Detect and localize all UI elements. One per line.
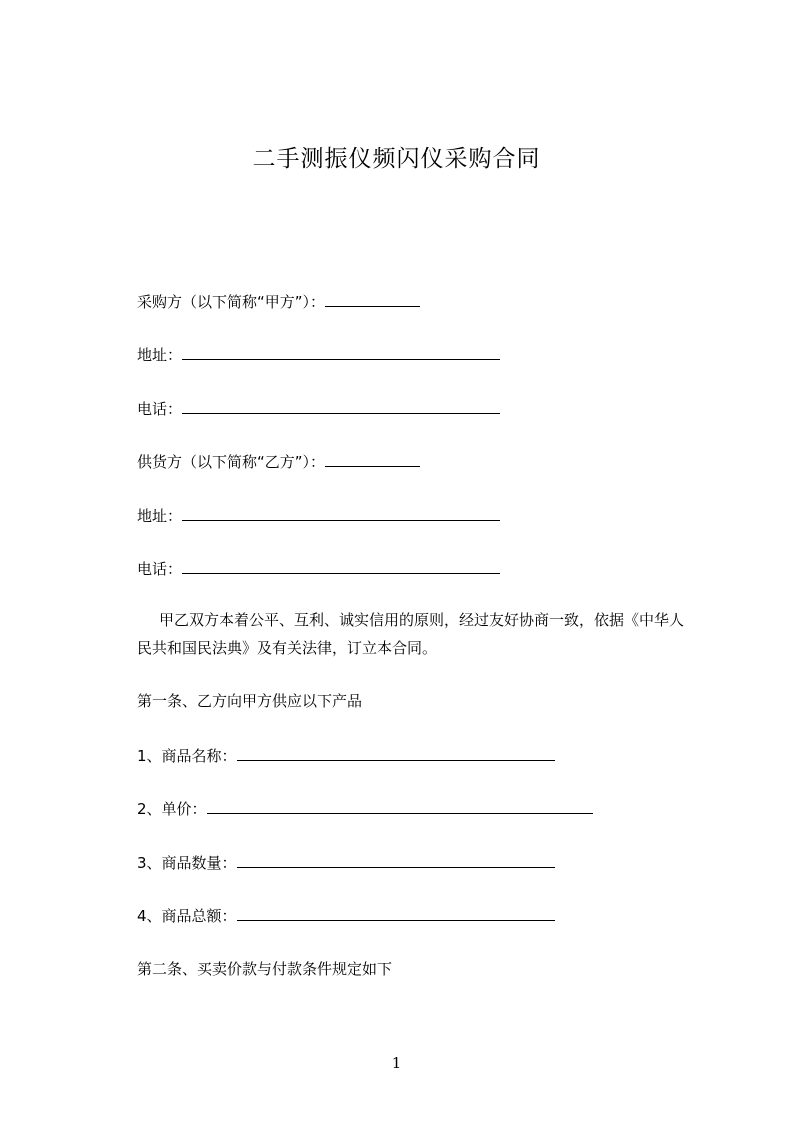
total-amount-field[interactable] — [237, 905, 555, 921]
article-1-item-1 — [137, 745, 555, 766]
party-a-address-label: 地址： — [137, 346, 183, 364]
party-b-name-field[interactable] — [325, 451, 420, 467]
intro-line-1: 甲乙双方本着公平、互利、诚实信用的原则，经过友好协商一致，依据《中华人 — [159, 611, 685, 629]
document-title: 二手测振仪频闪仪采购合同 — [252, 146, 541, 172]
party-b-address-label: 地址： — [137, 507, 183, 525]
article-1-item-4 — [137, 905, 555, 926]
total-amount-label: 4、商品总额： — [137, 907, 237, 925]
party-a-phone-line — [137, 398, 500, 419]
unit-price-field[interactable] — [207, 798, 593, 814]
article-1-heading: 第一条、乙方向甲方供应以下产品 — [137, 692, 363, 710]
party-a-label: 采购方（以下简称“甲方”）： — [137, 293, 326, 311]
intro-line-2: 民共和国民法典》及有关法律，订立本合同。 — [137, 639, 438, 657]
party-a-phone-label: 电话： — [137, 400, 183, 418]
product-name-field[interactable] — [237, 745, 555, 761]
unit-price-label: 2、单价： — [137, 800, 207, 818]
quantity-label: 3、商品数量： — [137, 854, 237, 872]
party-b-phone-field[interactable] — [182, 558, 500, 574]
article-1-item-3 — [137, 852, 555, 873]
party-a-name-field[interactable] — [325, 291, 420, 307]
intro-paragraph — [137, 606, 733, 662]
party-b-phone-line — [137, 558, 500, 579]
party-b-address-field[interactable] — [182, 505, 500, 521]
party-b-label: 供货方（以下简称“乙方”）： — [137, 453, 326, 471]
party-a-line — [137, 291, 420, 312]
page-number: 1 — [391, 1054, 402, 1072]
party-b-phone-label: 电话： — [137, 560, 183, 578]
article-2-heading: 第二条、买卖价款与付款条件规定如下 — [137, 960, 393, 978]
party-b-address-line — [137, 505, 500, 526]
party-b-line — [137, 451, 420, 472]
party-a-address-line — [137, 344, 500, 365]
quantity-field[interactable] — [237, 852, 555, 868]
article-1-item-2 — [137, 798, 593, 819]
party-a-address-field[interactable] — [182, 344, 500, 360]
product-name-label: 1、商品名称： — [137, 747, 237, 765]
party-a-phone-field[interactable] — [182, 398, 500, 414]
